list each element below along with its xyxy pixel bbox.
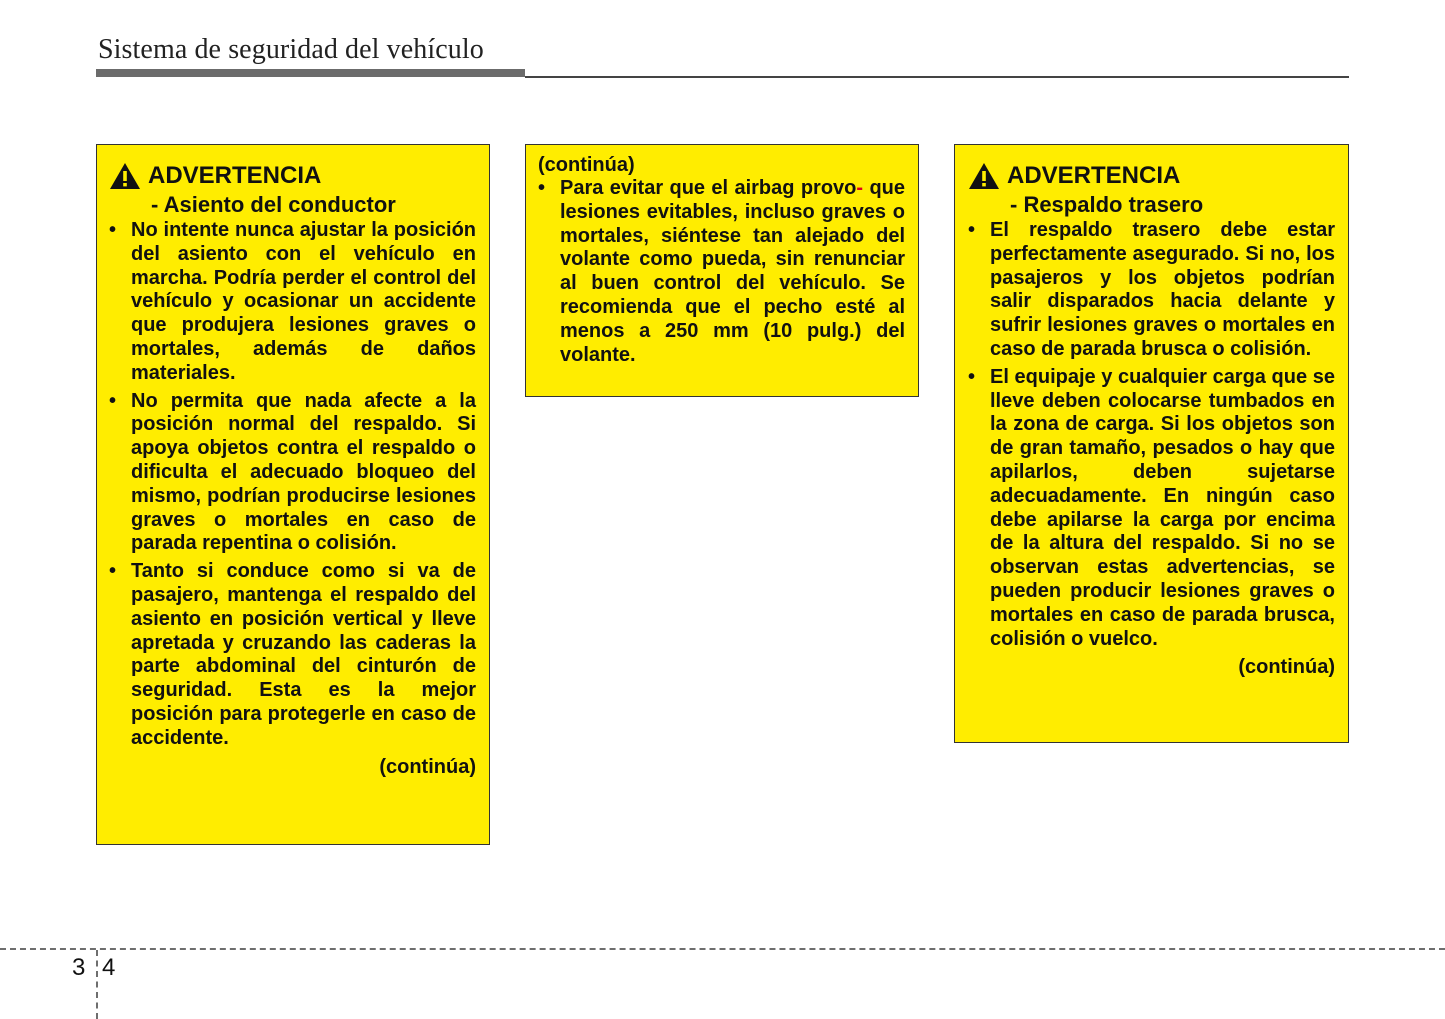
- bullet-mark: •: [968, 219, 976, 241]
- warning-triangle-icon: [968, 162, 1000, 190]
- bullet-mark: •: [968, 365, 976, 388]
- warning-bullet-list: [968, 219, 1335, 651]
- warning-bullet-list: [109, 219, 476, 751]
- continued-label: (continúa): [538, 154, 635, 176]
- warning-title: ADVERTENCIA: [1007, 162, 1181, 189]
- warning-box-rear-seatback: [954, 144, 1349, 743]
- warning-subtitle: - Asiento del conductor: [151, 192, 396, 217]
- continue-label: (continúa): [379, 755, 476, 778]
- page-number: 4: [102, 954, 116, 981]
- warning-heading: [109, 161, 476, 191]
- list-item: [109, 560, 476, 750]
- bullet-mark: •: [538, 177, 546, 199]
- warning-bullet-list: [538, 177, 905, 367]
- list-item: [968, 366, 1335, 652]
- bullet-text: El respaldo trasero debe estar perfectamente asegurado. Si no, los pasajeros y los objetos podrían salir disparados hacia delante y sufrir lesiones graves o mortales en caso de parada brusca o colisión.: [990, 219, 1335, 360]
- warning-heading: [968, 161, 1335, 191]
- bullet-text: El equipaje y cualquier carga que se lleve deben colocarse tumbados en la zona de carga. Si los objetos son de gran tamaño, pesados o hay que apilarlos, deben sujetarse adecuadamente. En ningún caso debe apilarse la carga por encima de la altura del respaldo. Si no se observan estas advertencias, se pueden producir lesiones graves o mortales en caso de parada brusca, colisión o vuelco.: [990, 365, 1335, 650]
- bullet-mark: •: [109, 560, 117, 583]
- section-number: 3: [72, 954, 86, 981]
- warning-box-driver-seat: [96, 144, 490, 845]
- bullet-text-rest: que lesiones evitables, incluso graves o mortales, siéntese tan alejado del volante como pueda, sin renunciar al buen control del vehículo. Se recomienda que el pecho esté al menos a 250 mm (10 pulg.) del volante.: [560, 177, 905, 366]
- bullet-text: Tanto si conduce como si va de pasajero, mantenga el respaldo del asiento en posición vertical y lleve apretada y cruzando las caderas la parte abdominal del cinturón de seguridad. Esta es la mejor posición para protegerle en caso de accidente.: [131, 560, 476, 749]
- warning-subtitle: - Respaldo trasero: [1010, 192, 1204, 217]
- header-rule-thick: [96, 69, 525, 77]
- warning-box-continued: [525, 144, 919, 397]
- bullet-mark: •: [109, 389, 117, 412]
- bullet-mark: •: [109, 219, 117, 241]
- bullet-text-start: Para evitar que el airbag provo: [560, 177, 857, 199]
- header-rule-thin: [525, 76, 1349, 78]
- bullet-text: No permita que nada afecte a la posición normal del respaldo. Si apoya objetos contra el respaldo o dificulta el adecuado bloqueo del mismo, podrían producirse lesiones graves o mortales en caso de parada repentina o colisión.: [131, 389, 476, 555]
- list-item: [109, 219, 476, 386]
- footer-dashed-divider: [96, 950, 98, 1019]
- bullet-text: No intente nunca ajustar la posición del asiento con el vehículo en marcha. Podría perder el control del vehículo y ocasionar un accidente que produjera lesiones graves o mortales, además de daños materiales.: [131, 219, 476, 384]
- warning-triangle-icon: [109, 162, 141, 190]
- footer-dashed-rule: [0, 948, 1445, 950]
- list-item: [968, 219, 1335, 362]
- continue-label: (continúa): [1238, 656, 1335, 679]
- list-item: [109, 390, 476, 557]
- page-header-title: Sistema de seguridad del vehículo: [98, 34, 484, 65]
- hyphen-mark: -: [856, 177, 864, 199]
- list-item: [538, 177, 905, 367]
- warning-title: ADVERTENCIA: [148, 162, 322, 189]
